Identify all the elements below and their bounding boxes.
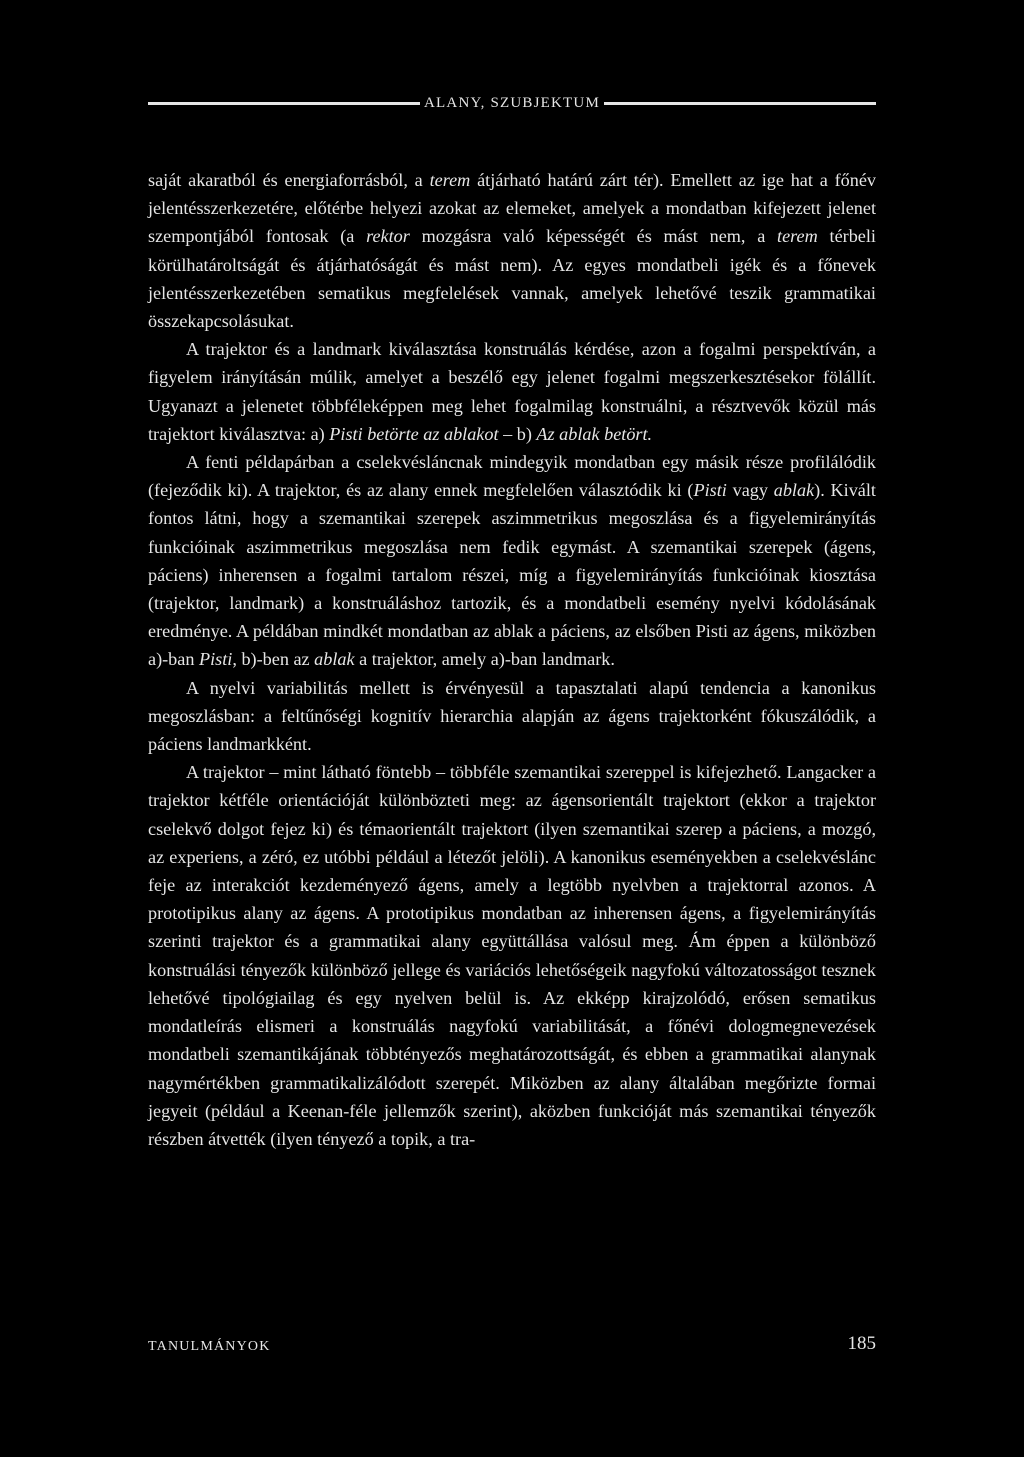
paragraph-text: ). Kivált fontos látni, hogy a szemantikai szerepek aszimmetrikus megoszlása és a figyelemirányítás funkcióinak aszimmetrikus megoszlása nem fedik egymást. A szemantikai szerepek (ágens, páciens) inherensen a fogalmi tartalom részei, míg a figyelemirányítás funkcióinak kiosztása (trajektor, landmark) a konstruáláshoz tartozik, és a mondatbeli esemény nyelvi kódolásának eredménye. A példában mindkét mondatban az ablak a páciens, az elsőben Pisti az ágens, miközben a)-ban	[148, 480, 876, 670]
footer-section-label: TANULMÁNYOK	[148, 1339, 271, 1354]
body-paragraph	[148, 166, 876, 335]
paragraph-text: , b)-ben az	[232, 649, 315, 670]
body-paragraph	[148, 448, 876, 674]
italic-text: ablak	[314, 649, 355, 670]
header-rule-left	[148, 102, 420, 105]
paragraph-text: átjárható határú zárt tér). Emellett az ige hat a főnév jelentésszerkezetére, előtérbe helyezi azokat az elemeket, amelyek a mondatban kifejezett jelenet szempontjából fontosak (a	[148, 170, 876, 247]
body-paragraph	[148, 674, 876, 759]
italic-text: terem	[429, 170, 471, 190]
paragraph-text: A trajektor és a landmark kiválasztása konstruálás kérdése, azon a fogalmi perspektíván, a figyelem irányításán múlik, amelyet a beszélő egy jelenet fogalmi megszerkesztésekor fölállít. Ugyanazt a jelenetet többféleképpen meg lehet fogalmilag konstruálni, a résztvevők közül más trajektort kiválasztva: a)	[148, 339, 876, 444]
paragraph-text: saját akaratból és energiaforrásból, a	[148, 170, 430, 190]
italic-text: Pisti betörte az ablakot	[329, 423, 499, 444]
body-paragraph	[148, 335, 876, 448]
italic-text: Pisti	[693, 480, 727, 501]
paragraph-text: térbeli körülhatároltságát és átjárhatóságát és mást nem). Az egyes mondatbeli igék és a főnevek jelentésszerkezetében sematikus megfelelések vannak, amelyek lehetővé teszik grammatikai összekapcsolásukat.	[148, 226, 876, 332]
paragraph-text: mozgásra való képességét és mást nem, a	[409, 226, 778, 247]
italic-text: Az ablak betört.	[536, 423, 653, 444]
paragraph-text: A nyelvi variabilitás mellett is érvényesül a tapasztalati alapú tendencia a kanonikus megoszlásban: a feltűnőségi kognitív hierarchia alapján az ágens trajektorként fókuszálódik, a páciens landmarkként.	[148, 677, 876, 755]
running-header-title: ALANY, SZUBJEKTUM	[424, 94, 600, 111]
italic-text: rektor	[366, 226, 410, 247]
paragraph-text: A trajektor – mint látható föntebb – többféle szemantikai szereppel is kifejezhető. Langacker a trajektor kétféle orientációját különbözteti meg: az ágensorientált trajektort (ekkor a trajektor cselekvő dolgot fejez ki) és témaorientált trajektort (ilyen szemantikai szerep a páciens, a mozgó, az experiens, a zéró, ez utóbbi például a létezőt jelöli). A kanonikus eseményekben a cselekvéslánc feje az interakciót kezdeményező ágens, amely a legtöbb nyelvben a trajektorral azonos. A prototipikus alany az ágens. A prototipikus mondatban az inherensen ágens, a figyelemirányítás szerinti trajektor és a grammatikai alany együttállása valósul meg. Ám éppen a különböző konstruálási tényezők különböző jellege és variációs lehetőségeik nagyfokú változatosságot tesznek lehetővé tipológiailag és egy nyelven belül is. Az ekképp kirajzolódó, erősen sematikus mondatleírás elismeri a konstruálás nagyfokú variabilitását, a főnévi dologmegnevezések mondatbeli szemantikájának többtényezős meghatározottságát, és ebben a grammatikai alanynak nagymértékben grammatikalizálódott szerepét. Miközben az alany általában megőrizte formai jegyeit (például a Keenan-féle jellemzők szerint), aközben funkcióját más szemantikai tényezők részben átvették (ilyen tényező a topik, a tra-	[148, 762, 876, 1149]
italic-text: ablak	[773, 480, 815, 501]
paragraph-text: A fenti példapárban a cselekvésláncnak mindegyik mondatban egy másik része profilálódik (fejeződik ki). A trajektor, és az alany ennek megfelelően választódik ki (	[148, 452, 876, 501]
paragraph-text: a trajektor, amely a)-ban landmark.	[354, 649, 615, 670]
italic-text: Pisti	[199, 649, 233, 670]
page-number: 185	[847, 1333, 876, 1354]
paragraph-text: vagy	[726, 480, 774, 501]
header-rule-right	[604, 102, 876, 105]
article-body	[148, 166, 876, 1153]
italic-text: terem	[777, 226, 818, 247]
paragraph-text: – b)	[498, 423, 537, 444]
running-header	[148, 92, 876, 114]
body-paragraph	[148, 758, 876, 1153]
